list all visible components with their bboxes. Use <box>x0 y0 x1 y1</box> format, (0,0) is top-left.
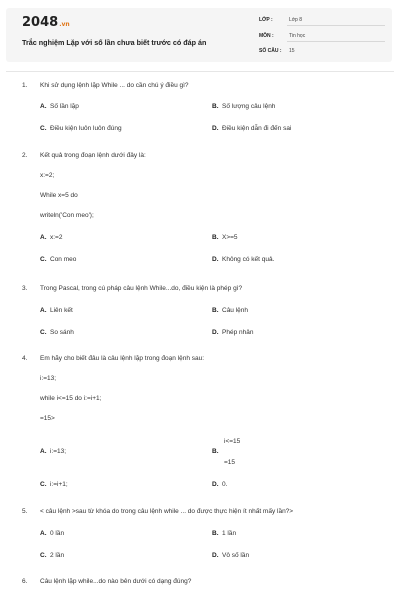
question-stem: 3. Trong Pascal, trong cú pháp câu lệnh While...do, điều kiện là phép gì? <box>22 285 243 292</box>
option-c[interactable]: C. So sánh <box>40 329 74 336</box>
option-d[interactable]: D. Không có kết quả. <box>212 256 275 263</box>
question-stem: 6. Câu lệnh lặp while...do nào bên dưới có dạng đúng? <box>22 578 192 585</box>
field-underline <box>287 25 385 26</box>
option-b[interactable]: B. Câu lệnh <box>212 307 249 314</box>
option-b-line-1: i<=15 <box>224 438 241 445</box>
subject-value: Tin học <box>289 33 306 39</box>
quiz-title: Trắc nghiệm Lặp với số lần chưa biết trước có đáp án <box>22 38 207 47</box>
question-stem: 2. Kết quả trong đoạn lệnh dưới đây là: <box>22 152 146 159</box>
option-d[interactable]: D. Vô số lần <box>212 552 250 559</box>
option-a[interactable]: A. 0 lần <box>40 530 65 537</box>
quiz-header <box>6 8 392 62</box>
code-line: x:=2; <box>40 172 55 179</box>
option-b[interactable]: B. Số lượng câu lệnh <box>212 103 276 110</box>
option-d[interactable]: D. Phép nhân <box>212 329 254 336</box>
class-field <box>255 15 385 27</box>
code-line: =15> <box>40 415 55 422</box>
option-b[interactable]: B. 1 lần <box>212 530 237 537</box>
subject-label: MÔN : <box>259 33 274 39</box>
code-line: writeln('Con meo'); <box>40 212 94 219</box>
option-a[interactable]: A. Liên kết <box>40 307 73 314</box>
option-a[interactable]: A. x:=2 <box>40 234 63 241</box>
question-count-value: 15 <box>289 48 295 54</box>
question-stem: 1. Khi sử dụng lệnh lặp While ... do cần chú ý điều gì? <box>22 82 189 89</box>
header-divider <box>6 71 394 72</box>
option-c[interactable]: C. Điều kiện luôn luôn đúng <box>40 125 122 132</box>
code-line: While x=5 do <box>40 192 78 199</box>
option-b[interactable]: B. X>=5 <box>212 234 238 241</box>
question-stem: 5. < câu lệnh >sau từ khóa do trong câu lệnh while ... do được thực hiện ít nhất mấy lần?> <box>22 508 294 515</box>
option-a[interactable]: A. i:=13; <box>40 448 67 455</box>
code-line: i:=13; <box>40 375 57 382</box>
field-underline <box>287 41 385 42</box>
subject-field <box>255 31 385 43</box>
site-logo[interactable]: 2048.vn <box>22 15 70 30</box>
code-line: while i<=15 do i:=i+1; <box>40 395 102 402</box>
option-a[interactable]: A. Số lần lặp <box>40 103 79 110</box>
option-c[interactable]: C. 2 lần <box>40 552 65 559</box>
option-c[interactable]: C. Con meo <box>40 256 77 263</box>
question-stem: 4. Em hãy cho biết đâu là câu lệnh lặp trong đoạn lệnh sau: <box>22 355 205 362</box>
question-count-label: SỐ CÂU : <box>259 48 282 54</box>
class-value: Lớp 8 <box>289 17 303 23</box>
class-label: LỚP : <box>259 17 273 23</box>
question-count-field <box>255 46 385 58</box>
option-d[interactable]: D. Điều kiện dẫn đi đến sai <box>212 125 292 132</box>
option-b-line-2: =15 <box>224 459 236 466</box>
option-c[interactable]: C. i:=i+1; <box>40 481 68 488</box>
option-d[interactable]: D. 0. <box>212 481 228 488</box>
option-b[interactable]: B. <box>212 448 219 455</box>
